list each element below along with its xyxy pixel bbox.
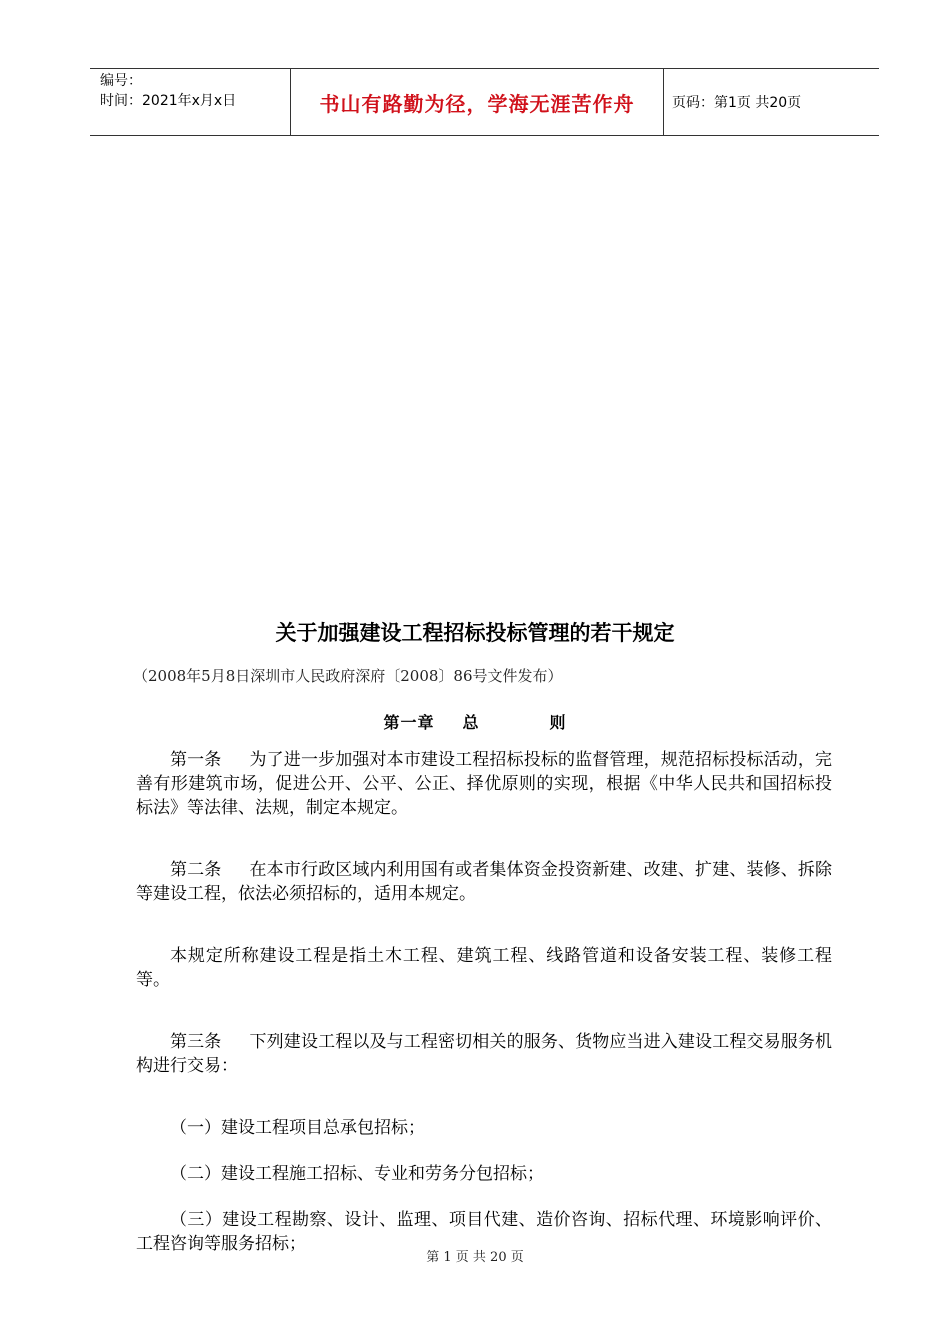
document-subtitle: （2008年5月8日深圳市人民政府深府〔2008〕86号文件发布） <box>133 667 563 685</box>
chapter-number: 第一章 <box>383 713 435 732</box>
header-page-cell <box>664 69 879 135</box>
chapter-title-part2: 则 <box>549 713 567 732</box>
time-label: 时间：2021年x月x日 <box>100 93 237 109</box>
article-1-text: 为了进一步加强对本市建设工程招标投标的监督管理，规范招标投标活动，完善有形建筑市场，促进公开、公平、公正、择优原则的实现，根据《中华人民共和国招标投标法》等法律、法规，制定本规定。 <box>136 750 832 818</box>
document-body <box>136 748 832 1278</box>
article-3-head: 第三条 <box>170 1032 222 1052</box>
list-item-3: （三）建设工程勘察、设计、监理、项目代建、造价咨询、招标代理、环境影响评价、工程咨询等服务招标； <box>136 1210 832 1254</box>
header-meta <box>90 69 290 135</box>
number-label: 编号： <box>100 73 142 89</box>
header-motto-cell <box>290 69 664 135</box>
page-label: 页码：第1页 共20页 <box>672 95 802 111</box>
article-1-head: 第一条 <box>170 750 222 770</box>
article-3 <box>136 1030 832 1078</box>
chapter-heading <box>0 710 950 733</box>
article-1 <box>136 748 832 820</box>
article-2 <box>136 858 832 906</box>
chapter-title-part1: 总 <box>462 713 480 732</box>
list-item-1: （一）建设工程项目总承包招标； <box>170 1118 425 1138</box>
article-2-paragraph-2: 本规定所称建设工程是指土木工程、建筑工程、线路管道和设备安装工程、装修工程等。 <box>136 946 832 990</box>
list-item-2: （二）建设工程施工招标、专业和劳务分包招标； <box>170 1164 544 1184</box>
page-footer: 第 1 页 共 20 页 <box>426 1250 524 1265</box>
article-3-text: 下列建设工程以及与工程密切相关的服务、货物应当进入建设工程交易服务机构进行交易： <box>136 1032 832 1076</box>
motto-text: 书山有路勤为径，学海无涯苦作舟 <box>319 91 635 116</box>
article-2-text: 在本市行政区域内利用国有或者集体资金投资新建、改建、扩建、装修、拆除等建设工程，依法必须招标的，适用本规定。 <box>136 860 832 904</box>
document-title: 关于加强建设工程招标投标管理的若干规定 <box>275 621 675 645</box>
article-2-head: 第二条 <box>170 860 222 880</box>
page-header <box>90 68 879 136</box>
